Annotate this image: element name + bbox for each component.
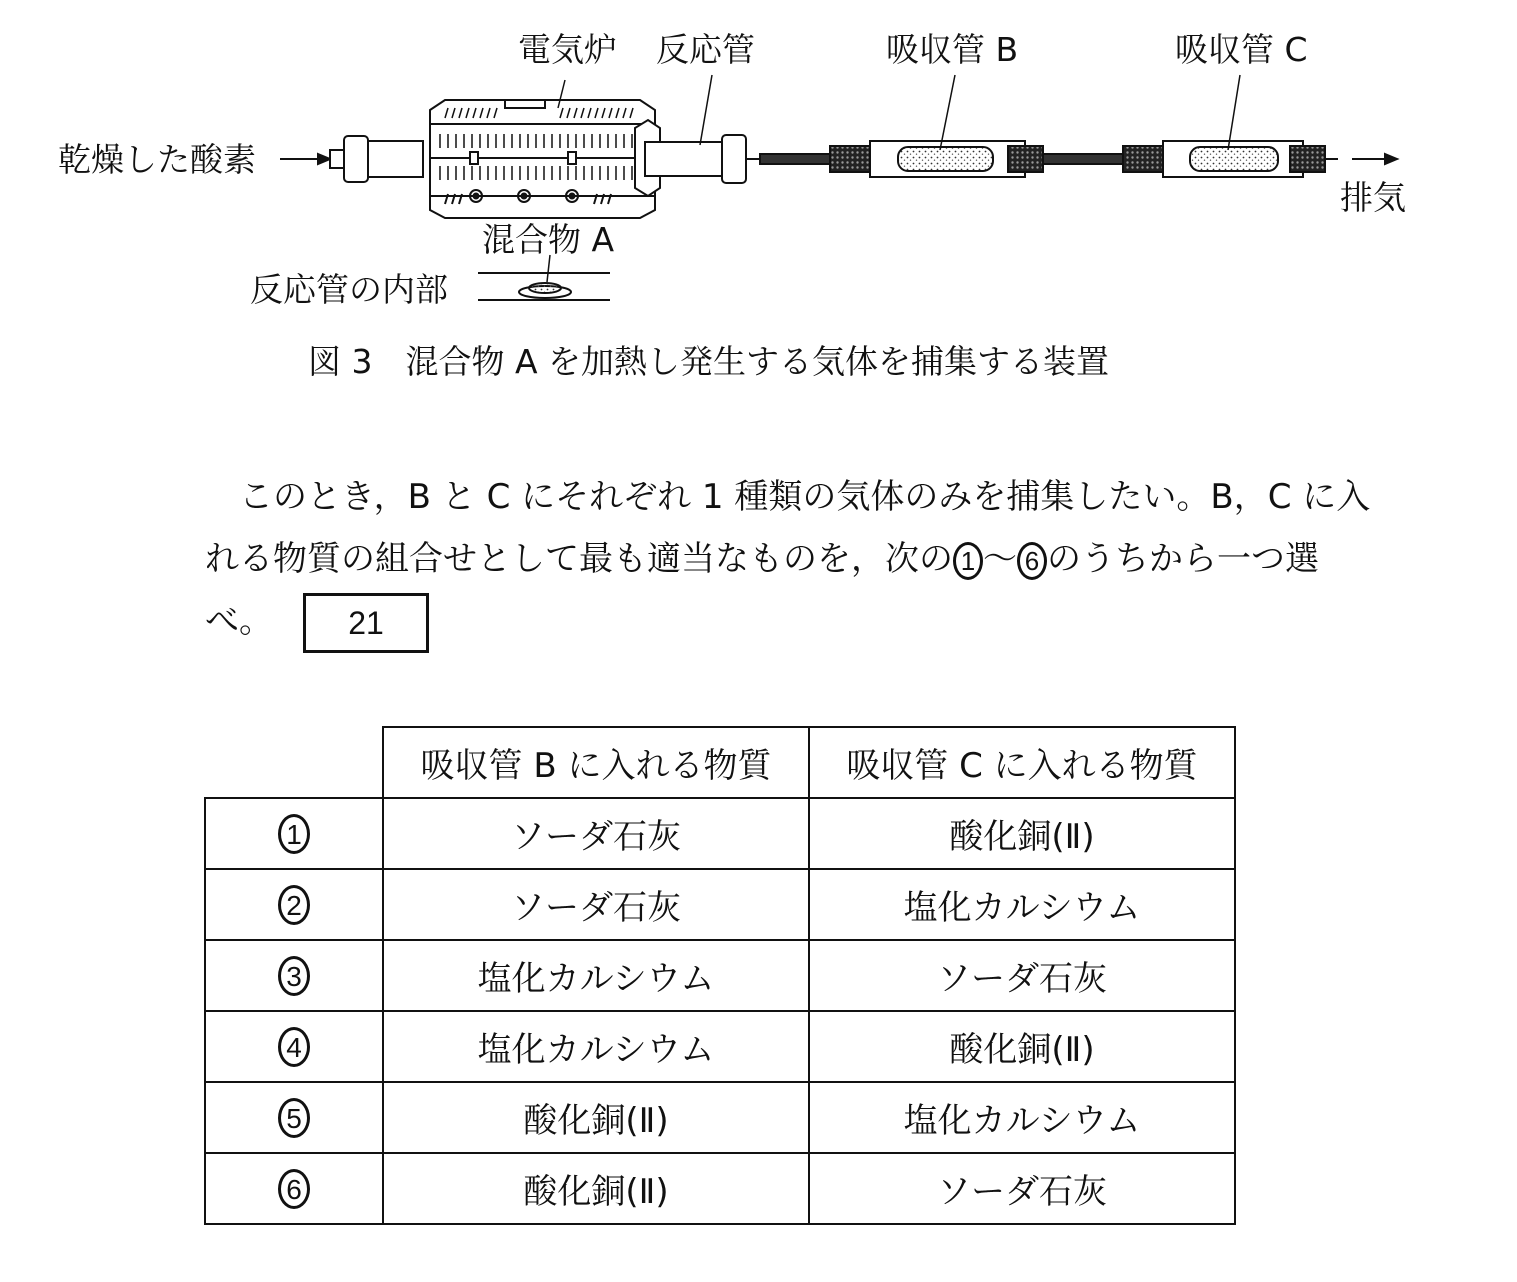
exhaust-label: 排気 xyxy=(1340,178,1406,217)
table-row[interactable] xyxy=(205,1082,1235,1153)
question-text xyxy=(205,466,1420,653)
choice-number xyxy=(205,1011,383,1082)
choice-number xyxy=(205,940,383,1011)
header-absorber-b: 吸収管 B に入れる物質 xyxy=(383,727,809,798)
reaction-tube-label: 反応管 xyxy=(656,30,755,69)
choice-2-c: 塩化カルシウム xyxy=(809,869,1235,940)
absorber-c-label: 吸収管 C xyxy=(1175,30,1308,69)
choice-4-b: 塩化カルシウム xyxy=(383,1011,809,1082)
oxygen-inlet-label: 乾燥した酸素 xyxy=(58,140,256,179)
choice-2-b: ソーダ石灰 xyxy=(383,869,809,940)
choice-5-marker: 5 xyxy=(278,1098,310,1138)
answer-box[interactable]: 21 xyxy=(303,593,429,653)
choice-number xyxy=(205,1153,383,1224)
choice-5-c: 塩化カルシウム xyxy=(809,1082,1235,1153)
furnace-label: 電気炉 xyxy=(518,30,617,69)
question-line-2b: のうちから一つ選 xyxy=(1047,539,1319,579)
choice-3-b: 塩化カルシウム xyxy=(383,940,809,1011)
choice-ref-1: 1 xyxy=(953,542,983,580)
table-row[interactable] xyxy=(205,940,1235,1011)
choice-6-marker: 6 xyxy=(278,1169,310,1209)
choice-5-b: 酸化銅(Ⅱ) xyxy=(383,1082,809,1153)
absorber-b-label: 吸収管 B xyxy=(886,30,1019,69)
table-row[interactable] xyxy=(205,798,1235,869)
choice-4-c: 酸化銅(Ⅱ) xyxy=(809,1011,1235,1082)
choice-number xyxy=(205,798,383,869)
choice-1-marker: 1 xyxy=(278,814,310,854)
table-row[interactable] xyxy=(205,1011,1235,1082)
choice-ref-6: 6 xyxy=(1017,542,1047,580)
choice-6-b: 酸化銅(Ⅱ) xyxy=(383,1153,809,1224)
figure-caption: 図 3 混合物 A を加熱し発生する気体を捕集する装置 xyxy=(308,342,1110,381)
choice-2-marker: 2 xyxy=(278,885,310,925)
mixture-a-label: 混合物 A xyxy=(482,220,615,259)
header-absorber-c: 吸収管 C に入れる物質 xyxy=(809,727,1235,798)
choice-3-marker: 3 xyxy=(278,956,310,996)
header-blank xyxy=(205,727,383,798)
choice-1-b: ソーダ石灰 xyxy=(383,798,809,869)
choice-1-c: 酸化銅(Ⅱ) xyxy=(809,798,1235,869)
choice-number xyxy=(205,869,383,940)
choice-6-c: ソーダ石灰 xyxy=(809,1153,1235,1224)
tube-interior-label: 反応管の内部 xyxy=(250,270,448,309)
table-row[interactable] xyxy=(205,869,1235,940)
table-row[interactable] xyxy=(205,1153,1235,1224)
choice-number xyxy=(205,1082,383,1153)
question-line-1: このとき，B と C にそれぞれ 1 種類の気体のみを捕集したい。B，C に入 xyxy=(239,477,1371,517)
choice-4-marker: 4 xyxy=(278,1027,310,1067)
choice-table xyxy=(204,726,1236,1225)
tilde: ～ xyxy=(983,539,1017,579)
question-line-2a: れる物質の組合せとして最も適当なものを，次の xyxy=(205,539,953,579)
table-header-row xyxy=(205,727,1235,798)
question-line-3: べ。 xyxy=(205,601,273,641)
choice-3-c: ソーダ石灰 xyxy=(809,940,1235,1011)
